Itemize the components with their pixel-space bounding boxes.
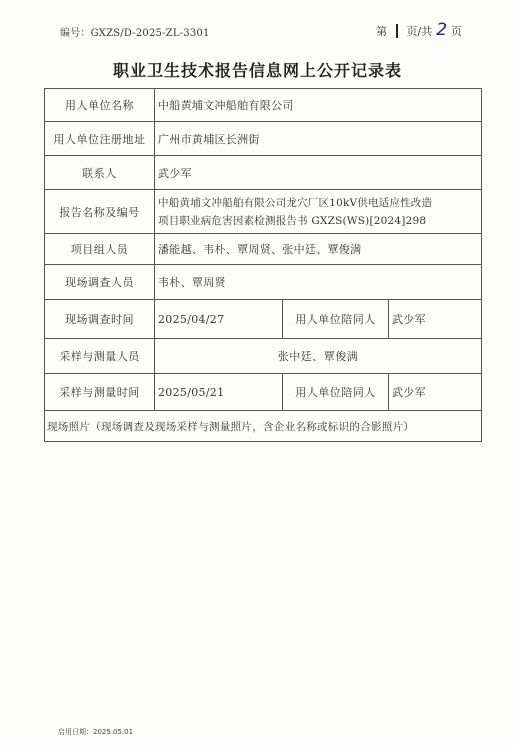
disclosure-record-table <box>44 88 482 442</box>
survey-time-label: 现场调查时间 <box>45 300 155 339</box>
sampling-time-value: 2025/05/21 <box>155 374 283 411</box>
row-photos <box>45 411 482 442</box>
survey-staff-value: 韦朴、覃周贤 <box>155 265 482 300</box>
row-survey-staff <box>45 265 482 300</box>
sampling-accompany-value: 武少军 <box>389 374 482 411</box>
page-prefix: 第 <box>376 24 387 38</box>
sampling-staff-value: 张中廷、覃俊满 <box>155 339 482 374</box>
contact-label: 联系人 <box>45 156 155 190</box>
employer-name-label: 用人单位名称 <box>45 89 155 122</box>
survey-time-value: 2025/04/27 <box>155 300 283 339</box>
row-employer-address <box>45 122 482 156</box>
contact-value: 武少军 <box>155 156 482 190</box>
row-team <box>45 234 482 265</box>
sampling-time-label: 采样与测量时间 <box>45 374 155 411</box>
report-value-line1: 中船黄埔文冲船舶有限公司龙穴厂区10kV供电适应性改造 <box>158 196 433 209</box>
page-mid: 页/共 <box>406 24 433 38</box>
page-total-handwritten: 2 <box>436 20 448 40</box>
survey-accompany-label: 用人单位陪同人 <box>283 300 389 339</box>
row-sampling-time <box>45 374 482 411</box>
sampling-staff-label: 采样与测量人员 <box>45 339 155 374</box>
row-survey-time <box>45 300 482 339</box>
photos-label: 现场照片（现场调查及现场采样与测量照片，含企业名称或标识的合影照片） <box>45 411 482 442</box>
row-report <box>45 190 482 234</box>
document-title: 职业卫生技术报告信息网上公开记录表 <box>112 61 402 80</box>
report-label: 报告名称及编号 <box>45 190 155 234</box>
row-employer-name <box>45 89 482 122</box>
page-suffix: 页 <box>451 24 463 38</box>
document-number: 编号：GXZS/D-2025-ZL-3301 <box>60 28 210 39</box>
report-value <box>155 190 482 234</box>
employer-address-value: 广州市黄埔区长洲街 <box>155 122 482 156</box>
row-contact <box>45 156 482 190</box>
employer-name-value: 中船黄埔文冲船舶有限公司 <box>155 89 482 122</box>
row-sampling-staff <box>45 339 482 374</box>
page-counter <box>376 22 462 39</box>
sampling-accompany-label: 用人单位陪同人 <box>283 374 389 411</box>
survey-accompany-value: 武少军 <box>389 300 482 339</box>
report-value-line2: 项目职业病危害因素检测报告书 GXZS(WS)[2024]298 <box>158 214 427 227</box>
employer-address-label: 用人单位注册地址 <box>45 122 155 156</box>
survey-staff-label: 现场调查人员 <box>45 265 155 300</box>
team-value: 潘能越、韦朴、覃周贤、张中廷、覃俊满 <box>155 234 482 265</box>
team-label: 项目组人员 <box>45 234 155 265</box>
page-current-mark <box>396 24 398 38</box>
enable-date: 启用日期：2025.05.01 <box>58 728 134 736</box>
